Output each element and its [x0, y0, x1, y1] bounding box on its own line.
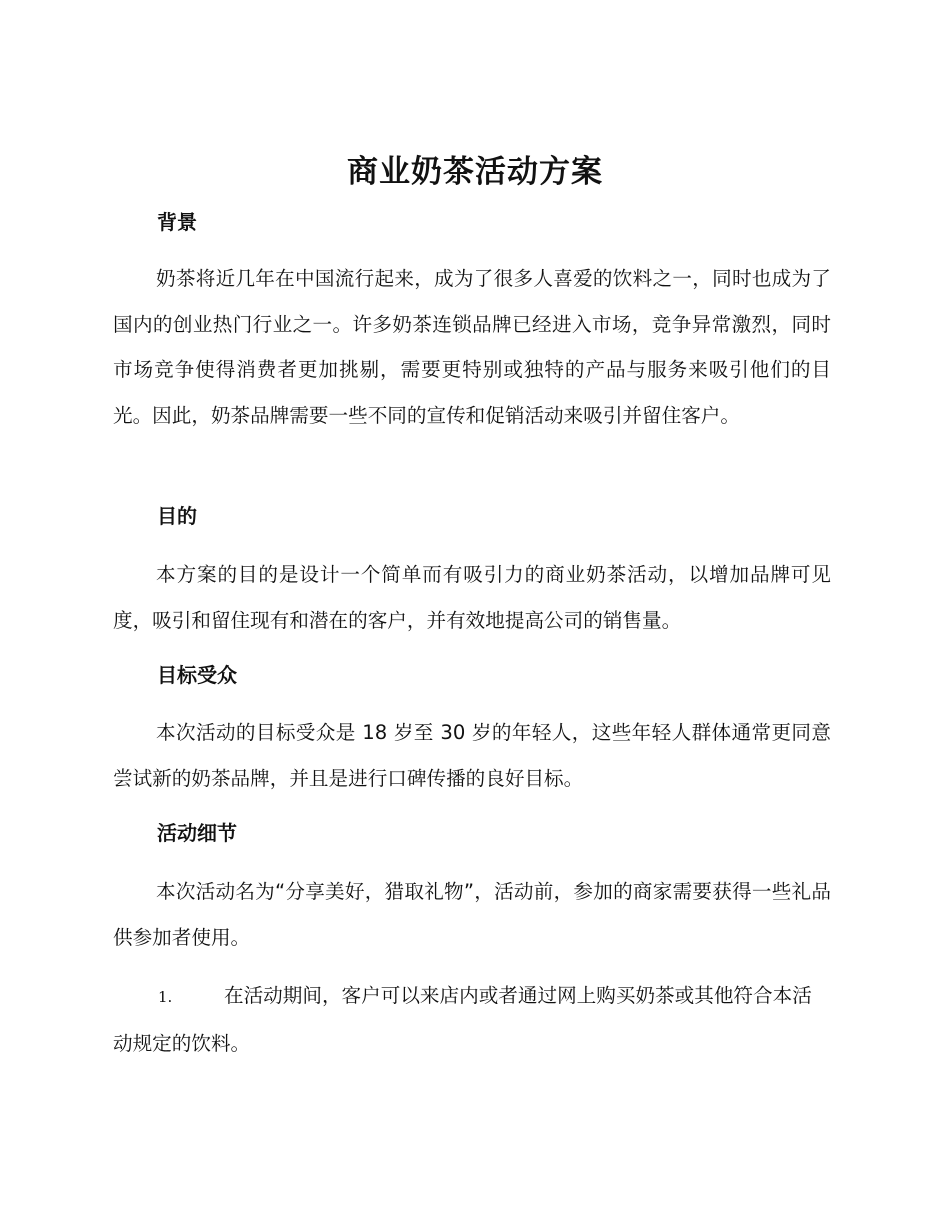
section-heading-details: 活动细节: [157, 821, 237, 845]
list-item: [113, 973, 831, 1066]
document-title: 商业奶茶活动方案: [347, 154, 603, 190]
section-heading-audience: 目标受众: [157, 663, 237, 687]
section-paragraph-details: 本次活动名为“分享美好，猎取礼物”，活动前，参加的商家需要获得一些礼品供参加者使用。: [113, 880, 831, 949]
list-item-number: 1.: [158, 988, 173, 1006]
list-item-text: 在活动期间，客户可以来店内或者通过网上购买奶茶或其他符合本活动规定的饮料。: [113, 984, 812, 1055]
section-heading-background: 背景: [157, 210, 197, 234]
section-heading-purpose: 目的: [157, 504, 197, 528]
section-paragraph-background: 奶茶将近几年在中国流行起来，成为了很多人喜爱的饮料之一，同时也成为了国内的创业热门行业之一。许多奶茶连锁品牌已经进入市场，竞争异常激烈，同时市场竞争使得消费者更加挑剔，需要更特别或独特的产品与服务来吸引他们的目光。因此，奶茶品牌需要一些不同的宣传和促销活动来吸引并留住客户。: [113, 267, 831, 427]
section-paragraph-purpose: 本方案的目的是设计一个简单而有吸引力的商业奶茶活动，以增加品牌可见度，吸引和留住现有和潜在的客户，并有效地提高公司的销售量。: [113, 563, 831, 632]
section-paragraph-audience: 本次活动的目标受众是 18 岁至 30 岁的年轻人，这些年轻人群体通常更同意尝试新的奶茶品牌，并且是进行口碑传播的良好目标。: [113, 721, 831, 790]
